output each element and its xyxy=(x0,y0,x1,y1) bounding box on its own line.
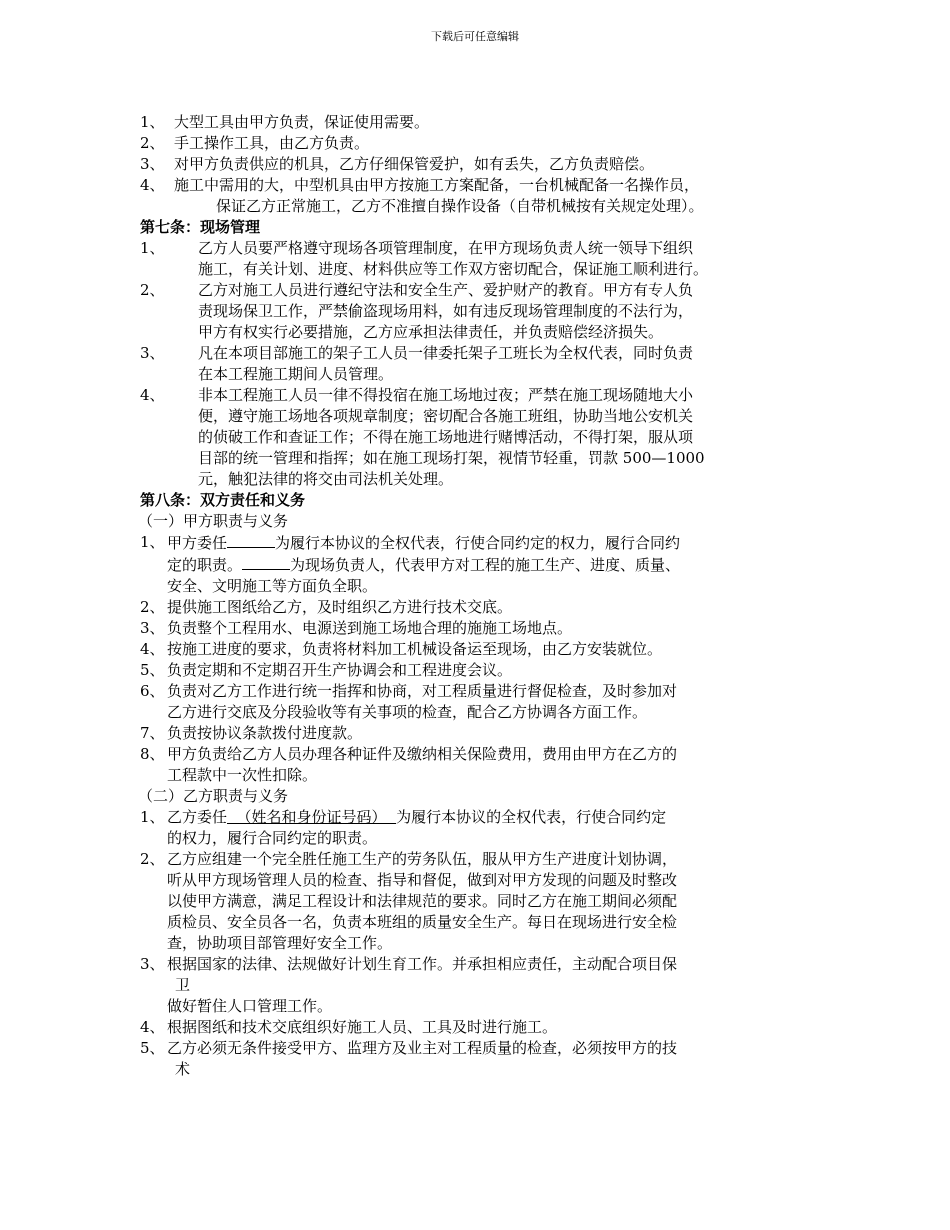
text-line: 负责整个工程用水、电源送到施工场地合理的施施工场地点。 xyxy=(167,619,573,637)
item-text xyxy=(167,954,840,1017)
item-text xyxy=(167,723,840,744)
list-item xyxy=(140,681,840,723)
item-text xyxy=(198,343,840,385)
item-text xyxy=(198,280,840,343)
text-line: 施工中需用的大，中型机具由甲方按施工方案配备，一台机械配备一名操作员， xyxy=(174,176,700,194)
item-number: 2、 xyxy=(140,281,165,299)
text-line: 术 xyxy=(175,1060,191,1078)
item-text xyxy=(167,807,840,849)
list-item xyxy=(140,807,840,849)
item-number: 7、 xyxy=(140,724,165,742)
text-line: 乙方进行交底及分段验收等有关事项的检查，配合乙方协调各方面工作。 xyxy=(167,703,648,721)
page-header: 下载后可任意编辑 xyxy=(431,30,519,43)
text-line: 元，触犯法律的将交由司法机关处理。 xyxy=(198,470,454,488)
blank-field[interactable] xyxy=(227,532,275,548)
item-text xyxy=(198,238,840,280)
text-line xyxy=(167,532,840,554)
item-number: 1、 xyxy=(140,239,165,257)
item-text xyxy=(174,154,840,175)
text-line: 乙方应组建一个完全胜任施工生产的劳务队伍，服从甲方生产进度计划协调， xyxy=(167,850,678,868)
item-number: 3、 xyxy=(140,955,165,973)
list-item xyxy=(140,597,840,618)
item-text xyxy=(167,849,840,954)
list-item xyxy=(140,238,840,280)
item-text xyxy=(167,597,840,618)
text-fragment: 乙方委任 xyxy=(167,808,228,826)
text-line xyxy=(167,554,840,576)
item-text xyxy=(167,1038,840,1080)
underlined-field: （姓名和身份证号码） xyxy=(227,808,397,826)
item-number: 5、 xyxy=(140,661,165,679)
item-text xyxy=(167,639,840,660)
text-fragment: 甲方委任 xyxy=(167,534,228,552)
section-heading: 第八条：双方责任和义务 xyxy=(140,491,306,509)
item-text xyxy=(174,112,840,133)
list-item xyxy=(140,133,840,154)
text-line: 在本工程施工期间人员管理。 xyxy=(198,365,394,383)
text-line: 对甲方负责供应的机具，乙方仔细保管爱护，如有丢失，乙方负责赔偿。 xyxy=(174,155,655,173)
text-line: 手工操作工具，由乙方负责。 xyxy=(174,134,370,152)
item-number: 1、 xyxy=(140,113,165,131)
item-number: 1、 xyxy=(140,533,165,551)
text-line: 凡在本项目部施工的架子工人员一律委托架子工班长为全权代表，同时负责 xyxy=(198,344,694,362)
text-line: 质检员、安全员各一名，负责本班组的质量安全生产。每日在现场进行安全检 xyxy=(167,913,678,931)
item-number: 3、 xyxy=(140,344,165,362)
text-fragment: 定的职责。 xyxy=(167,556,243,574)
item-number: 2、 xyxy=(140,134,165,152)
text-line: 根据国家的法律、法规做好计划生育工作。并承担相应责任，主动配合项目保 xyxy=(167,955,678,973)
item-text xyxy=(167,681,840,723)
item-text xyxy=(167,618,840,639)
site-management-list xyxy=(140,238,840,490)
text-line: 听从甲方现场管理人员的检查、指导和督促，做到对甲方发现的问题及时整改 xyxy=(167,871,678,889)
text-line: 根据图纸和技术交底组织好施工人员、工具及时进行施工。 xyxy=(167,1018,558,1036)
text-line: 乙方人员要严格遵守现场各项管理制度，在甲方现场负责人统一领导下组织 xyxy=(198,239,694,257)
item-number: 1、 xyxy=(140,808,165,826)
text-line: 乙方对施工人员进行遵纪守法和安全生产、爱护财产的教育。甲方有专人负 xyxy=(198,281,694,299)
text-line: 负责对乙方工作进行统一指挥和协商，对工程质量进行督促检查，及时参加对 xyxy=(167,682,678,700)
list-item xyxy=(140,954,840,1017)
list-item xyxy=(140,280,840,343)
text-line: 工程款中一次性扣除。 xyxy=(167,766,318,784)
text-fragment: 为履行本协议的全权代表，行使合同约定 xyxy=(396,808,667,826)
item-number: 4、 xyxy=(140,640,165,658)
list-item xyxy=(140,112,840,133)
list-item xyxy=(140,639,840,660)
text-line: 甲方有权实行必要措施，乙方应承担法律责任，并负责赔偿经济损失。 xyxy=(198,323,664,341)
list-item xyxy=(140,175,840,217)
party-a-duties-list xyxy=(140,532,840,786)
list-item xyxy=(140,532,840,597)
text-line: 负责定期和不定期召开生产协调会和工程进度会议。 xyxy=(167,661,513,679)
item-text xyxy=(167,660,840,681)
item-text xyxy=(167,532,840,597)
text-line: 大型工具由甲方负责，保证使用需要。 xyxy=(174,113,430,131)
text-line: 负责按协议条款拨付进度款。 xyxy=(167,724,363,742)
section-heading: 第七条：现场管理 xyxy=(140,218,261,236)
list-item xyxy=(140,385,840,490)
text-line: 责现场保卫工作，严禁偷盗现场用料，如有违反现场管理制度的不法行为， xyxy=(198,302,694,320)
text-line: 按施工进度的要求，负责将材料加工机械设备运至现场，由乙方安装就位。 xyxy=(167,640,663,658)
blank-field[interactable] xyxy=(242,554,290,570)
text-line: 保证乙方正常施工，乙方不准擅自操作设备（自带机械按有关规定处理）。 xyxy=(216,197,704,215)
item-number: 4、 xyxy=(140,1018,165,1036)
subsection-title: （一）甲方职责与义务 xyxy=(138,512,289,530)
text-line: 提供施工图纸给乙方，及时组织乙方进行技术交底。 xyxy=(167,598,513,616)
list-item xyxy=(140,1038,840,1080)
item-number: 3、 xyxy=(140,155,165,173)
item-number: 3、 xyxy=(140,619,165,637)
item-text xyxy=(198,385,840,490)
item-number: 8、 xyxy=(140,745,165,763)
item-text xyxy=(174,133,840,154)
text-line: 施工，有关计划、进度、材料供应等工作双方密切配合，保证施工顺利进行。 xyxy=(198,260,709,278)
text-line: 做好暂住人口管理工作。 xyxy=(167,997,333,1015)
text-line: 查，协助项目部管理好安全工作。 xyxy=(167,934,393,952)
text-line: 乙方必须无条件接受甲方、监理方及业主对工程质量的检查，必须按甲方的技 xyxy=(167,1039,678,1057)
item-text xyxy=(174,175,840,217)
list-item xyxy=(140,849,840,954)
text-line: 非本工程施工人员一律不得投宿在施工场地过夜；严禁在施工现场随地大小 xyxy=(198,386,694,404)
text-line: 的侦破工作和查证工作；不得在施工场地进行赌博活动，不得打架，服从项 xyxy=(198,428,694,446)
text-fragment: 为履行本协议的全权代表，行使合同约定的权力，履行合同约 xyxy=(275,534,681,552)
item-number: 2、 xyxy=(140,598,165,616)
item-number: 4、 xyxy=(140,176,165,194)
document-body xyxy=(140,112,840,1080)
item-number: 6、 xyxy=(140,682,165,700)
list-item xyxy=(140,618,840,639)
list-item xyxy=(140,343,840,385)
item-text xyxy=(167,744,840,786)
text-line: 便，遵守施工场地各项规章制度；密切配合各施工班组，协助当地公安机关 xyxy=(198,407,694,425)
text-line: 的权力，履行合同约定的职责。 xyxy=(167,829,378,847)
text-line xyxy=(167,807,840,828)
text-line: 安全、文明施工等方面负全职。 xyxy=(167,577,378,595)
list-item xyxy=(140,744,840,786)
list-item xyxy=(140,660,840,681)
item-number: 2、 xyxy=(140,850,165,868)
text-line: 以使甲方满意，满足工程设计和法律规范的要求。同时乙方在施工期间必须配 xyxy=(167,892,678,910)
text-line: 目部的统一管理和指挥；如在施工现场打架，视情节轻重，罚款 500—1000 xyxy=(198,449,705,467)
tools-list xyxy=(140,112,840,217)
item-number: 5、 xyxy=(140,1039,165,1057)
item-text xyxy=(167,1017,840,1038)
text-fragment: 为现场负责人，代表甲方对工程的施工生产、进度、质量、 xyxy=(290,556,681,574)
item-number: 4、 xyxy=(140,386,165,404)
subsection-title: （二）乙方职责与义务 xyxy=(138,787,289,805)
text-line: 卫 xyxy=(175,976,191,994)
list-item xyxy=(140,154,840,175)
party-b-duties-list xyxy=(140,807,840,1080)
list-item xyxy=(140,1017,840,1038)
text-line: 甲方负责给乙方人员办理各种证件及缴纳相关保险费用，费用由甲方在乙方的 xyxy=(167,745,678,763)
list-item xyxy=(140,723,840,744)
